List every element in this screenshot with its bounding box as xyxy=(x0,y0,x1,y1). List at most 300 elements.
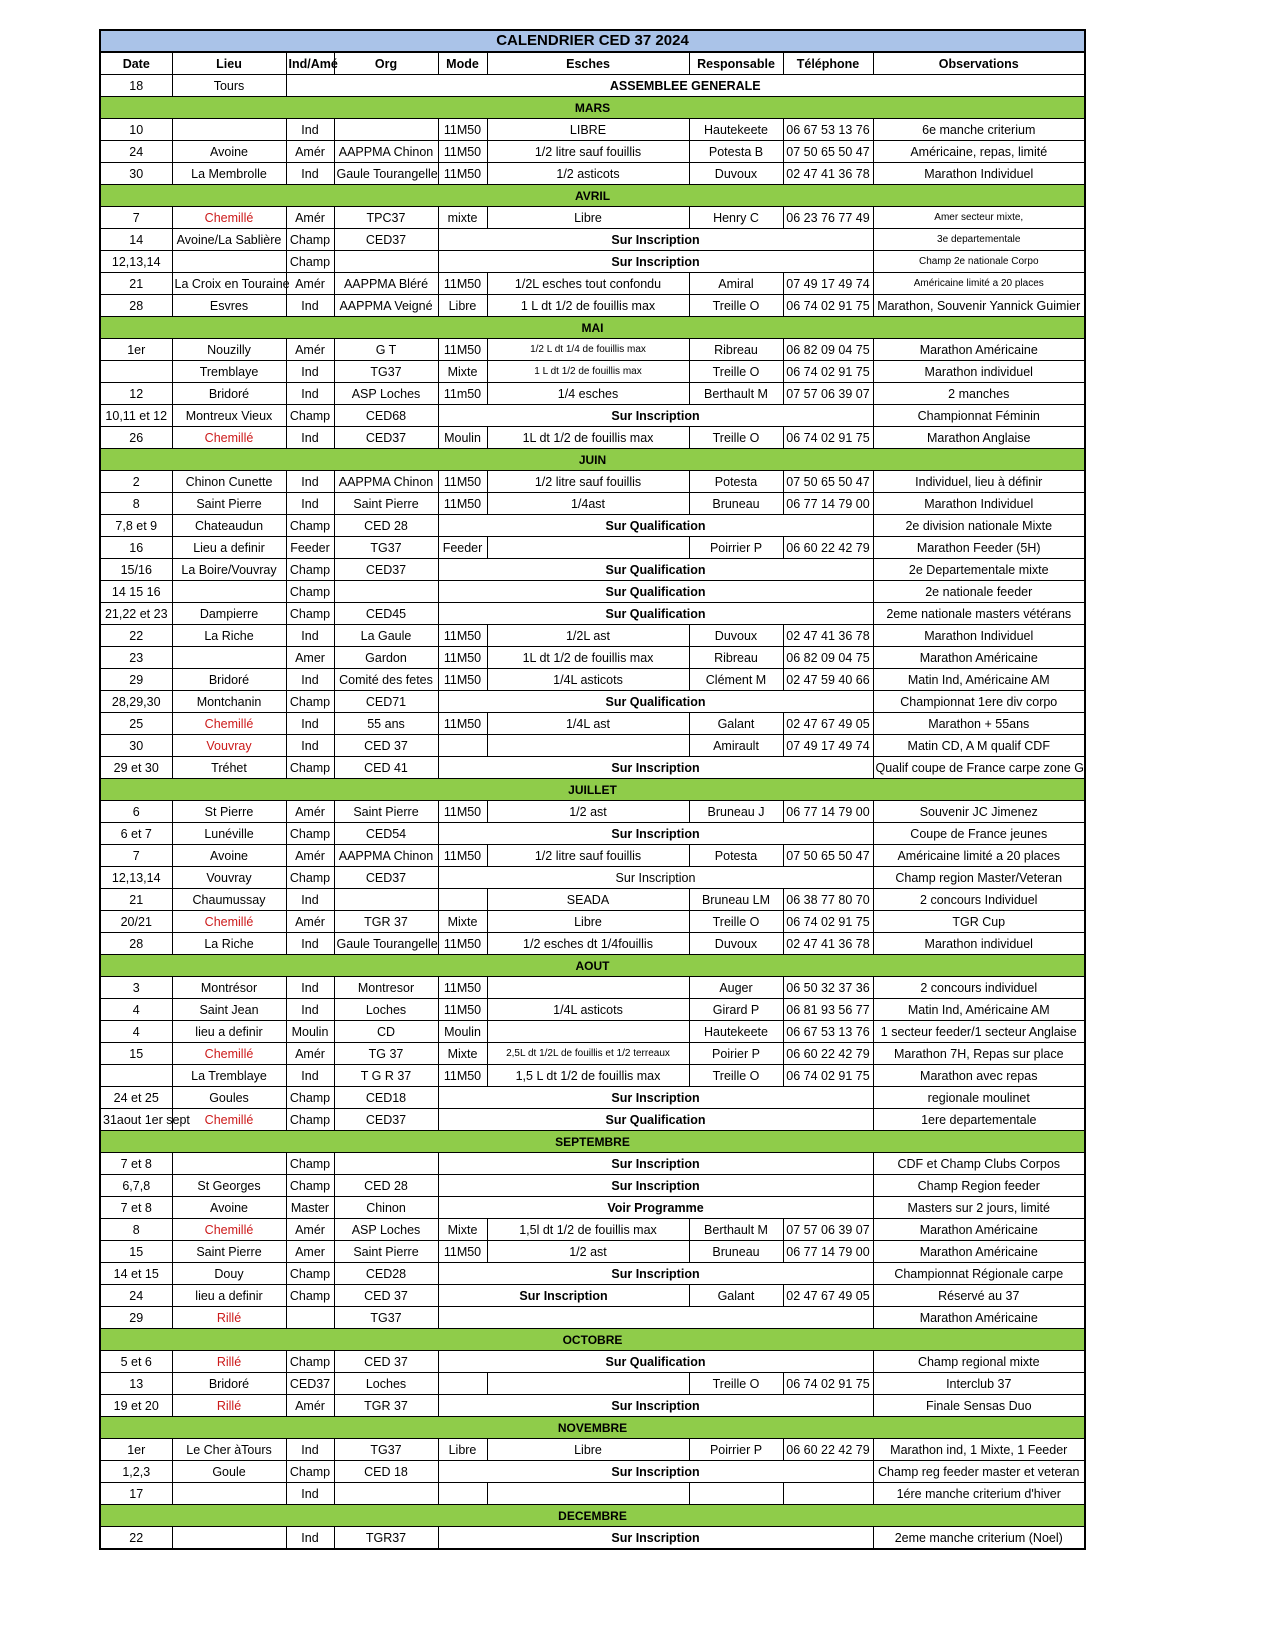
esches-cell: 1/2 litre sauf fouillis xyxy=(487,471,689,493)
type-cell: Ind xyxy=(286,295,334,317)
date-cell: 31aout 1er sept xyxy=(100,1109,172,1131)
date-cell: 10 xyxy=(100,119,172,141)
lieu-cell: Bridoré xyxy=(172,1373,286,1395)
lieu-cell: Le Cher àTours xyxy=(172,1439,286,1461)
lieu-cell: Chaumussay xyxy=(172,889,286,911)
event-row xyxy=(100,1373,1085,1395)
month-label: AOUT xyxy=(100,955,1085,977)
month-label: JUILLET xyxy=(100,779,1085,801)
merged-cell: Sur Inscription xyxy=(438,1395,873,1417)
merged-cell: Sur Inscription xyxy=(438,1153,873,1175)
month-label: SEPTEMBRE xyxy=(100,1131,1085,1153)
esches-cell xyxy=(487,1483,689,1505)
date-cell: 8 xyxy=(100,1219,172,1241)
lieu-cell: St Pierre xyxy=(172,801,286,823)
observations-cell: Marathon individuel xyxy=(873,933,1085,955)
type-cell: Champ xyxy=(286,1461,334,1483)
lieu-cell: La Membrolle xyxy=(172,163,286,185)
telephone-cell: 06 38 77 80 70 xyxy=(783,889,873,911)
responsable-cell: Galant xyxy=(689,713,783,735)
telephone-cell: 07 50 65 50 47 xyxy=(783,141,873,163)
event-row xyxy=(100,1241,1085,1263)
org-cell: Loches xyxy=(334,999,438,1021)
telephone-cell: 02 47 59 40 66 xyxy=(783,669,873,691)
responsable-cell: Duvoux xyxy=(689,933,783,955)
event-row xyxy=(100,1175,1085,1197)
observations-cell: Américaine limité a 20 places xyxy=(873,273,1085,295)
type-cell: Ind xyxy=(286,669,334,691)
telephone-cell: 07 50 65 50 47 xyxy=(783,471,873,493)
esches-cell: 1/2 L dt 1/4 de fouillis max xyxy=(487,339,689,361)
header-cell: Observations xyxy=(873,52,1085,75)
type-cell: Amér xyxy=(286,339,334,361)
org-cell: AAPPMA Chinon xyxy=(334,141,438,163)
responsable-cell: Berthault M xyxy=(689,1219,783,1241)
observations-cell: Qualif coupe de France carpe zone G xyxy=(873,757,1085,779)
type-cell: Champ xyxy=(286,581,334,603)
telephone-cell: 06 60 22 42 79 xyxy=(783,1439,873,1461)
lieu-cell: Douy xyxy=(172,1263,286,1285)
lieu-cell: Chemillé xyxy=(172,911,286,933)
type-cell: Ind xyxy=(286,1483,334,1505)
telephone-cell: 06 23 76 77 49 xyxy=(783,207,873,229)
type-cell: Amér xyxy=(286,1219,334,1241)
event-row xyxy=(100,163,1085,185)
esches-cell: 2,5L dt 1/2L de fouillis et 1/2 terreaux xyxy=(487,1043,689,1065)
org-cell: TGR 37 xyxy=(334,1395,438,1417)
org-cell: CED37 xyxy=(334,559,438,581)
date-cell: 7 et 8 xyxy=(100,1197,172,1219)
org-cell: TGR37 xyxy=(334,1527,438,1550)
org-cell: AAPPMA Chinon xyxy=(334,845,438,867)
event-row xyxy=(100,669,1085,691)
lieu-cell xyxy=(172,251,286,273)
observations-cell: 3e departementale xyxy=(873,229,1085,251)
event-row xyxy=(100,1109,1085,1131)
merged-cell: Sur Qualification xyxy=(438,1109,873,1131)
org-cell: Gaule Tourangelle xyxy=(334,163,438,185)
type-cell: Ind xyxy=(286,999,334,1021)
merged-cell: Sur Inscription xyxy=(438,1263,873,1285)
month-label: NOVEMBRE xyxy=(100,1417,1085,1439)
esches-cell xyxy=(487,735,689,757)
telephone-cell: 06 67 53 13 76 xyxy=(783,1021,873,1043)
responsable-cell: Clément M xyxy=(689,669,783,691)
responsable-cell: Auger xyxy=(689,977,783,999)
merged-cell: Sur Qualification xyxy=(438,1351,873,1373)
type-cell: Champ xyxy=(286,405,334,427)
date-cell: 6 et 7 xyxy=(100,823,172,845)
lieu-cell xyxy=(172,119,286,141)
lieu-cell: La Riche xyxy=(172,933,286,955)
date-cell: 5 et 6 xyxy=(100,1351,172,1373)
esches-cell: 1/2 asticots xyxy=(487,163,689,185)
responsable-cell: Treille O xyxy=(689,1373,783,1395)
responsable-cell: Hautekeete xyxy=(689,119,783,141)
merged-cell: Sur Inscription xyxy=(438,251,873,273)
mode-cell: Feeder xyxy=(438,537,487,559)
event-row xyxy=(100,1219,1085,1241)
merged-cell: Sur Qualification xyxy=(438,603,873,625)
responsable-cell: Ribreau xyxy=(689,339,783,361)
esches-cell xyxy=(487,977,689,999)
header-cell: Org xyxy=(334,52,438,75)
telephone-cell: 02 47 41 36 78 xyxy=(783,625,873,647)
esches-cell: SEADA xyxy=(487,889,689,911)
org-cell: CED28 xyxy=(334,1263,438,1285)
telephone-cell: 06 60 22 42 79 xyxy=(783,1043,873,1065)
type-cell: Champ xyxy=(286,867,334,889)
mode-cell: Mixte xyxy=(438,1043,487,1065)
observations-cell: Marathon + 55ans xyxy=(873,713,1085,735)
merged-cell xyxy=(438,1307,873,1329)
event-row xyxy=(100,75,1085,97)
esches-cell: 1/2 litre sauf fouillis xyxy=(487,141,689,163)
org-cell: Gardon xyxy=(334,647,438,669)
lieu-cell: La Boire/Vouvray xyxy=(172,559,286,581)
mode-cell: 11M50 xyxy=(438,845,487,867)
date-cell: 19 et 20 xyxy=(100,1395,172,1417)
date-cell: 14 15 16 xyxy=(100,581,172,603)
date-cell: 12,13,14 xyxy=(100,251,172,273)
mode-cell: 11M50 xyxy=(438,1241,487,1263)
org-cell: CED37 xyxy=(334,867,438,889)
date-cell: 7 xyxy=(100,845,172,867)
org-cell: CED 37 xyxy=(334,1285,438,1307)
date-cell: 29 xyxy=(100,1307,172,1329)
header-cell: Mode xyxy=(438,52,487,75)
type-cell: Amér xyxy=(286,1395,334,1417)
event-row xyxy=(100,1461,1085,1483)
mode-cell: 11M50 xyxy=(438,273,487,295)
date-cell: 28 xyxy=(100,295,172,317)
type-cell: CED37 xyxy=(286,1373,334,1395)
date-cell: 12,13,14 xyxy=(100,867,172,889)
merged-cell: Sur Inscription xyxy=(438,229,873,251)
mode-cell: 11M50 xyxy=(438,471,487,493)
mode-cell: 11M50 xyxy=(438,801,487,823)
org-cell: CED37 xyxy=(334,229,438,251)
org-cell: CED37 xyxy=(334,427,438,449)
org-cell: TGR 37 xyxy=(334,911,438,933)
date-cell: 22 xyxy=(100,1527,172,1550)
event-row xyxy=(100,801,1085,823)
event-row xyxy=(100,1043,1085,1065)
event-row xyxy=(100,251,1085,273)
date-cell: 1,2,3 xyxy=(100,1461,172,1483)
type-cell: Amér xyxy=(286,911,334,933)
calendar-body xyxy=(100,75,1085,1550)
observations-cell: Coupe de France jeunes xyxy=(873,823,1085,845)
lieu-cell: Goules xyxy=(172,1087,286,1109)
date-cell: 8 xyxy=(100,493,172,515)
date-cell: 17 xyxy=(100,1483,172,1505)
mode-cell: 11M50 xyxy=(438,625,487,647)
responsable-cell: Treille O xyxy=(689,361,783,383)
month-row xyxy=(100,1417,1085,1439)
merged-cell: ASSEMBLEE GENERALE xyxy=(286,75,1085,97)
lieu-cell: Chemillé xyxy=(172,1219,286,1241)
esches-cell: Libre xyxy=(487,207,689,229)
telephone-cell: 06 77 14 79 00 xyxy=(783,1241,873,1263)
header-cell: Ind/Amé xyxy=(286,52,334,75)
org-cell: CED 37 xyxy=(334,1351,438,1373)
date-cell: 18 xyxy=(100,75,172,97)
mode-cell: 11M50 xyxy=(438,977,487,999)
date-cell: 24 xyxy=(100,141,172,163)
observations-cell: Matin CD, A M qualif CDF xyxy=(873,735,1085,757)
observations-cell: 1 secteur feeder/1 secteur Anglaise xyxy=(873,1021,1085,1043)
esches-cell: LIBRE xyxy=(487,119,689,141)
event-row xyxy=(100,141,1085,163)
lieu-cell: Rillé xyxy=(172,1395,286,1417)
month-row xyxy=(100,1131,1085,1153)
event-row xyxy=(100,1351,1085,1373)
observations-cell: 2eme manche criterium (Noel) xyxy=(873,1527,1085,1550)
observations-cell: 2 concours Individuel xyxy=(873,889,1085,911)
date-cell: 15/16 xyxy=(100,559,172,581)
responsable-cell: Bruneau xyxy=(689,493,783,515)
type-cell: Champ xyxy=(286,1153,334,1175)
responsable-cell: Poirier P xyxy=(689,1043,783,1065)
lieu-cell: Lieu a definir xyxy=(172,537,286,559)
observations-cell: regionale moulinet xyxy=(873,1087,1085,1109)
event-row xyxy=(100,1527,1085,1550)
esches-cell: 1/2L esches tout confondu xyxy=(487,273,689,295)
esches-cell: 1/4L ast xyxy=(487,713,689,735)
type-cell: Ind xyxy=(286,713,334,735)
mode-cell: 11M50 xyxy=(438,339,487,361)
type-cell: Feeder xyxy=(286,537,334,559)
date-cell: 6 xyxy=(100,801,172,823)
responsable-cell: Bruneau LM xyxy=(689,889,783,911)
esches-cell: 1 L dt 1/2 de fouillis max xyxy=(487,361,689,383)
date-cell: 24 xyxy=(100,1285,172,1307)
type-cell: Master xyxy=(286,1197,334,1219)
observations-cell: Marathon individuel xyxy=(873,361,1085,383)
type-cell: Amér xyxy=(286,1043,334,1065)
esches-cell: 1/4 esches xyxy=(487,383,689,405)
observations-cell: Marathon ind, 1 Mixte, 1 Feeder xyxy=(873,1439,1085,1461)
esches-cell xyxy=(487,1373,689,1395)
org-cell: CED18 xyxy=(334,1087,438,1109)
event-row xyxy=(100,999,1085,1021)
esches-cell: 1,5 L dt 1/2 de fouillis max xyxy=(487,1065,689,1087)
org-cell xyxy=(334,889,438,911)
type-cell: Ind xyxy=(286,427,334,449)
mode-cell: Mixte xyxy=(438,1219,487,1241)
mode-cell: 11M50 xyxy=(438,713,487,735)
merged-cell: Sur Qualification xyxy=(438,559,873,581)
type-cell: Ind xyxy=(286,493,334,515)
date-cell: 21,22 et 23 xyxy=(100,603,172,625)
lieu-cell: Chemillé xyxy=(172,1109,286,1131)
event-row xyxy=(100,1153,1085,1175)
event-row xyxy=(100,229,1085,251)
event-row xyxy=(100,625,1085,647)
type-cell: Amer xyxy=(286,647,334,669)
merged-cell: Sur Inscription xyxy=(438,823,873,845)
observations-cell: Marathon Américaine xyxy=(873,1307,1085,1329)
lieu-cell: Goule xyxy=(172,1461,286,1483)
lieu-cell: lieu a definir xyxy=(172,1285,286,1307)
observations-cell: Masters sur 2 jours, limité xyxy=(873,1197,1085,1219)
org-cell: AAPPMA Bléré xyxy=(334,273,438,295)
lieu-cell: Avoine/La Sablière xyxy=(172,229,286,251)
responsable-cell: Amirault xyxy=(689,735,783,757)
type-cell: Ind xyxy=(286,361,334,383)
observations-cell: Américaine limité a 20 places xyxy=(873,845,1085,867)
responsable-cell: Galant xyxy=(689,1285,783,1307)
lieu-cell: Bridoré xyxy=(172,383,286,405)
org-cell xyxy=(334,1483,438,1505)
observations-cell: 1ére manche criterium d'hiver xyxy=(873,1483,1085,1505)
date-cell xyxy=(100,361,172,383)
org-cell xyxy=(334,1153,438,1175)
date-cell: 7,8 et 9 xyxy=(100,515,172,537)
merged-cell: Sur Inscription xyxy=(438,1527,873,1550)
lieu-cell: St Georges xyxy=(172,1175,286,1197)
lieu-cell: Avoine xyxy=(172,1197,286,1219)
type-cell: Ind xyxy=(286,977,334,999)
month-row xyxy=(100,449,1085,471)
responsable-cell: Potesta xyxy=(689,471,783,493)
observations-cell: Matin Ind, Américaine AM xyxy=(873,669,1085,691)
type-cell xyxy=(286,1307,334,1329)
telephone-cell: 02 47 67 49 05 xyxy=(783,713,873,735)
observations-cell: Championnat Régionale carpe xyxy=(873,1263,1085,1285)
merged-cell: Sur Inscription xyxy=(438,1285,689,1307)
org-cell: TPC37 xyxy=(334,207,438,229)
telephone-cell: 06 81 93 56 77 xyxy=(783,999,873,1021)
event-row xyxy=(100,911,1085,933)
responsable-cell: Treille O xyxy=(689,295,783,317)
event-row xyxy=(100,427,1085,449)
observations-cell: 2eme nationale masters vétérans xyxy=(873,603,1085,625)
event-row xyxy=(100,119,1085,141)
observations-cell: 2e Departementale mixte xyxy=(873,559,1085,581)
lieu-cell: Avoine xyxy=(172,845,286,867)
observations-cell: Finale Sensas Duo xyxy=(873,1395,1085,1417)
header-cell: Date xyxy=(100,52,172,75)
event-row xyxy=(100,295,1085,317)
observations-cell: Champ region Master/Veteran xyxy=(873,867,1085,889)
org-cell: CD xyxy=(334,1021,438,1043)
lieu-cell: Chemillé xyxy=(172,1043,286,1065)
org-cell: Montresor xyxy=(334,977,438,999)
mode-cell: 11M50 xyxy=(438,669,487,691)
esches-cell xyxy=(487,1021,689,1043)
type-cell: Champ xyxy=(286,515,334,537)
event-row xyxy=(100,515,1085,537)
type-cell: Champ xyxy=(286,1285,334,1307)
lieu-cell: Vouvray xyxy=(172,867,286,889)
lieu-cell xyxy=(172,581,286,603)
esches-cell: Libre xyxy=(487,911,689,933)
responsable-cell: Poirrier P xyxy=(689,537,783,559)
type-cell: Champ xyxy=(286,1263,334,1285)
type-cell: Ind xyxy=(286,119,334,141)
lieu-cell: La Riche xyxy=(172,625,286,647)
date-cell: 4 xyxy=(100,1021,172,1043)
merged-cell: Sur Inscription xyxy=(438,405,873,427)
esches-cell: 1/4L asticots xyxy=(487,669,689,691)
org-cell: CED37 xyxy=(334,1109,438,1131)
event-row xyxy=(100,691,1085,713)
date-cell: 2 xyxy=(100,471,172,493)
lieu-cell: Nouzilly xyxy=(172,339,286,361)
mode-cell: mixte xyxy=(438,207,487,229)
mode-cell: 11m50 xyxy=(438,383,487,405)
date-cell: 7 xyxy=(100,207,172,229)
org-cell: CED 41 xyxy=(334,757,438,779)
event-row xyxy=(100,273,1085,295)
lieu-cell: La Croix en Touraine xyxy=(172,273,286,295)
mode-cell xyxy=(438,1483,487,1505)
esches-cell: 1,5l dt 1/2 de fouillis max xyxy=(487,1219,689,1241)
event-row xyxy=(100,1065,1085,1087)
observations-cell: Marathon Américaine xyxy=(873,1241,1085,1263)
event-row xyxy=(100,845,1085,867)
event-row xyxy=(100,1307,1085,1329)
date-cell: 24 et 25 xyxy=(100,1087,172,1109)
responsable-cell: Ribreau xyxy=(689,647,783,669)
org-cell: TG 37 xyxy=(334,1043,438,1065)
event-row xyxy=(100,823,1085,845)
esches-cell: 1/2 ast xyxy=(487,801,689,823)
type-cell: Champ xyxy=(286,1351,334,1373)
event-row xyxy=(100,339,1085,361)
esches-cell: 1/2 esches dt 1/4fouillis xyxy=(487,933,689,955)
telephone-cell: 06 50 32 37 36 xyxy=(783,977,873,999)
responsable-cell: Duvoux xyxy=(689,625,783,647)
month-label: DECEMBRE xyxy=(100,1505,1085,1527)
lieu-cell: Saint Pierre xyxy=(172,493,286,515)
type-cell: Champ xyxy=(286,757,334,779)
lieu-cell: Chemillé xyxy=(172,713,286,735)
event-row xyxy=(100,933,1085,955)
type-cell: Champ xyxy=(286,1087,334,1109)
date-cell: 3 xyxy=(100,977,172,999)
telephone-cell: 06 74 02 91 75 xyxy=(783,1373,873,1395)
event-row xyxy=(100,537,1085,559)
telephone-cell xyxy=(783,1483,873,1505)
event-row xyxy=(100,383,1085,405)
date-cell: 1er xyxy=(100,339,172,361)
org-cell: CED54 xyxy=(334,823,438,845)
event-row xyxy=(100,559,1085,581)
date-cell: 30 xyxy=(100,163,172,185)
observations-cell: Marathon avec repas xyxy=(873,1065,1085,1087)
org-cell: Comité des fetes xyxy=(334,669,438,691)
date-cell xyxy=(100,1065,172,1087)
month-label: MAI xyxy=(100,317,1085,339)
org-cell: CED71 xyxy=(334,691,438,713)
merged-cell: Sur Inscription xyxy=(438,1461,873,1483)
telephone-cell: 02 47 41 36 78 xyxy=(783,933,873,955)
observations-cell: Championnat 1ere div corpo xyxy=(873,691,1085,713)
header-cell: Lieu xyxy=(172,52,286,75)
type-cell: Ind xyxy=(286,163,334,185)
date-cell: 25 xyxy=(100,713,172,735)
observations-cell: Marathon Anglaise xyxy=(873,427,1085,449)
event-row xyxy=(100,889,1085,911)
month-row xyxy=(100,97,1085,119)
observations-cell: Réservé au 37 xyxy=(873,1285,1085,1307)
mode-cell: Libre xyxy=(438,295,487,317)
type-cell: Champ xyxy=(286,823,334,845)
org-cell: Saint Pierre xyxy=(334,1241,438,1263)
